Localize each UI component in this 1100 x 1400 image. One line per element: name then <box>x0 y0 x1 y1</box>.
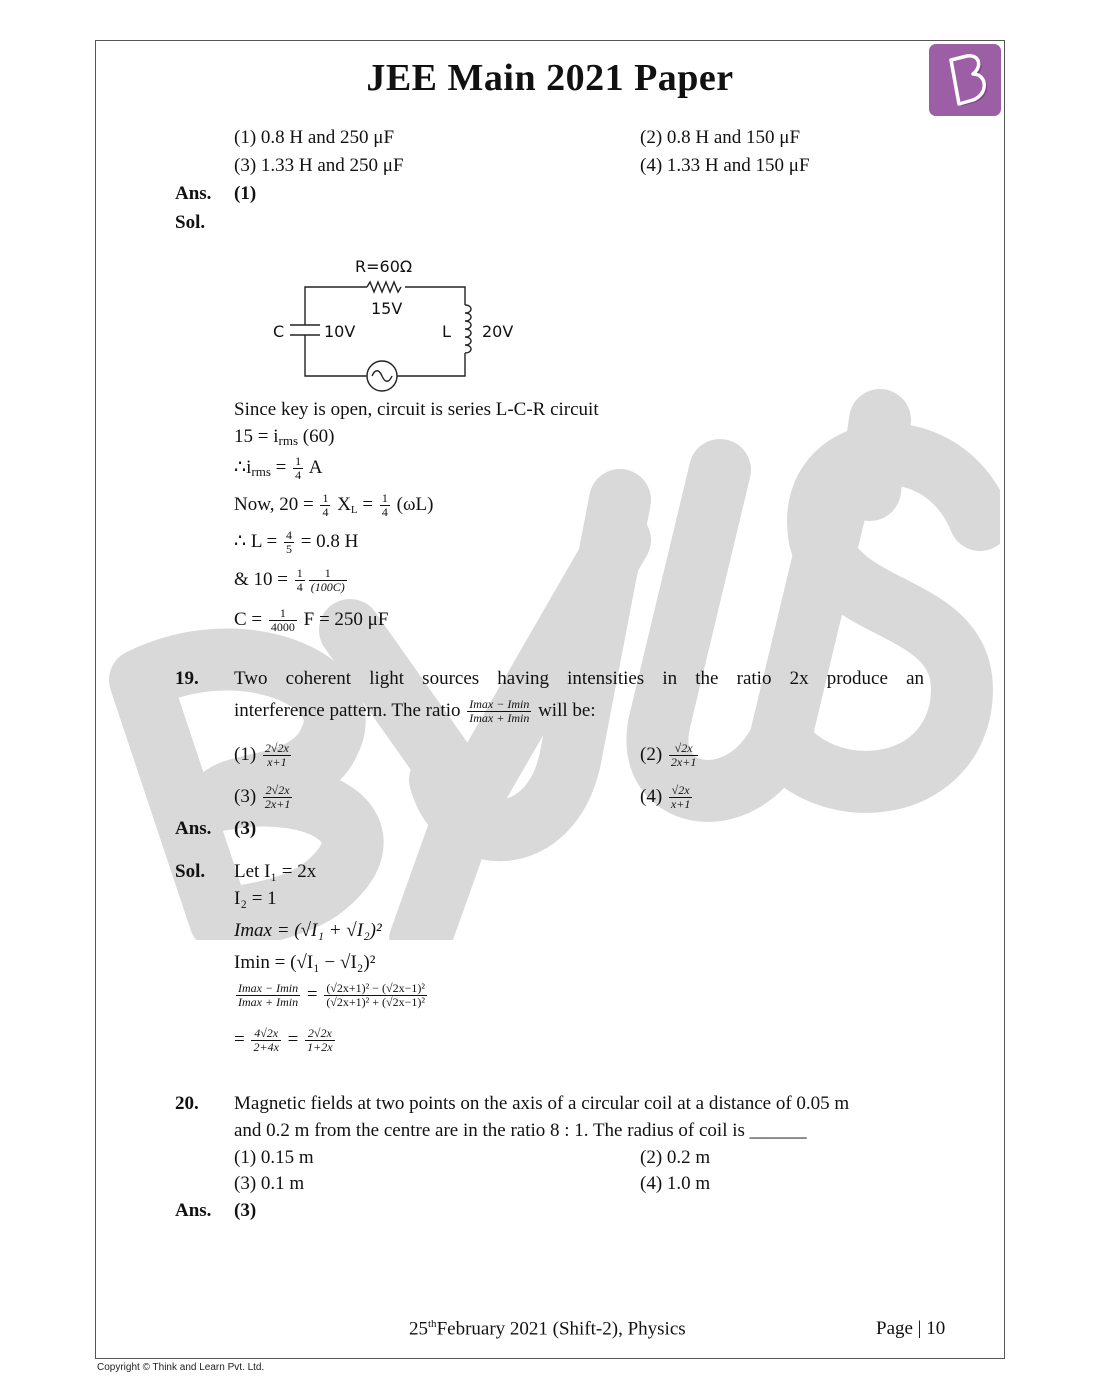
fraction: $\frac{1}{(100C)}$ <box>310 566 345 594</box>
footer-page-number: Page | 10 <box>876 1318 946 1339</box>
q18-ans-label: Ans. <box>175 183 212 204</box>
sol18-line-6: & 10 = $\frac{1}{4}$ $\frac{1}{(100C)}$ <box>234 566 345 594</box>
resistor-label: R=60Ω <box>355 257 413 276</box>
q18-ans-value: (1) <box>234 183 257 204</box>
sol19-line-4: Imin = (√I₁ − √I₂)² <box>234 952 376 973</box>
fraction: $\frac{1}{4}$ <box>296 566 303 594</box>
q20-option-3: (3) 0.1 m <box>234 1173 305 1194</box>
q19-option-2: (2) $\frac{√2x}{2x+1}$ <box>640 741 697 769</box>
q20-option-2: (2) 0.2 m <box>640 1147 711 1168</box>
sol18-line-5: ∴ L = $\frac{4}{5}$ = 0.8 H <box>234 528 359 556</box>
q19-text-line-2: interference pattern. The ratio $\frac{Imax - Imin}{Imax + Imin}$ will be: <box>234 697 596 725</box>
fraction: $\frac{1}{4}$ <box>295 454 302 482</box>
q18-option-2: (2) 0.8 H and 150 μF <box>640 127 801 148</box>
fraction: $\frac{1}{4}$ <box>322 491 329 519</box>
q18-option-1: (1) 0.8 H and 250 μF <box>234 127 395 148</box>
sol18-line-2: $15 = i_{rms}$ (60) <box>234 426 335 448</box>
sol19-line-6: = $\frac{4√2x}{2+4x}$ = $\frac{2√2x}{1+2x}$ <box>234 1026 333 1054</box>
q19-ans-label: Ans. <box>175 818 212 839</box>
q19-option-3: (3) $\frac{2√2x}{2x+1}$ <box>234 783 291 811</box>
sol19-line-5: $\frac{Imax - Imin}{Imax + Imin}$ = $\frac{\text{(√2x+1)² − (√2x−1)²}}{\text{(√2x+1)² + (√2x−1)²}}$ <box>238 981 425 1009</box>
q20-option-4: (4) 1.0 m <box>640 1173 711 1194</box>
sol19-line-2: I₂ = 1 <box>234 888 277 909</box>
q19-option-1: (1) $\frac{2√2x}{x+1}$ <box>234 741 289 769</box>
sol18-line-3: $\therefore i_{rms}$ = $\frac{1}{4}$ A <box>234 454 323 482</box>
footer-exam-date: 25thFebruary 2021 (Shift-2), Physics <box>409 1318 686 1340</box>
q20-option-1: (1) 0.15 m <box>234 1147 314 1168</box>
q19-number: 19. <box>175 668 199 689</box>
q19-sol-label: Sol. <box>175 861 206 882</box>
q18-option-4: (4) 1.33 H and 150 μF <box>640 155 810 176</box>
sol18-line-1: Since key is open, circuit is series L-C-R circuit <box>234 399 599 420</box>
q20-text-line-2: and 0.2 m from the centre are in the ratio 8 : 1. The radius of coil is ______ <box>234 1120 807 1141</box>
sol18-line-4: Now, 20 = $\frac{1}{4}$ $X_L$ = $\frac{1}{4}$ (ωL) <box>234 491 434 519</box>
q18-option-3: (3) 1.33 H and 250 μF <box>234 155 404 176</box>
page-title: JEE Main 2021 Paper <box>366 57 734 99</box>
sol19-line-3: Imax = (√I₁ + √I₂)² <box>234 920 382 941</box>
byjus-logo <box>929 44 1001 116</box>
copyright-notice: Copyright © Think and Learn Pvt. Ltd. <box>97 1362 265 1373</box>
ratio-fraction: $\frac{Imax - Imin}{Imax + Imin}$ <box>469 697 530 725</box>
q20-ans-value: (3) <box>234 1200 257 1221</box>
fraction: $\frac{4}{5}$ <box>285 528 292 556</box>
q19-option-4: (4) $\frac{√2x}{x+1}$ <box>640 783 691 811</box>
capacitor-label: C <box>273 322 285 341</box>
q19-text-line-1: Two coherent light sources having intensities in the ratio 2x produce an <box>234 668 924 689</box>
q20-ans-label: Ans. <box>175 1200 212 1221</box>
capacitor-voltage: 10V <box>324 322 356 341</box>
q20-number: 20. <box>175 1093 199 1114</box>
q19-ans-value: (3) <box>234 818 257 839</box>
byjus-b-logo-icon <box>929 44 1001 116</box>
resistor-voltage: 15V <box>371 299 403 318</box>
fraction: $\frac{1}{4}$ <box>381 491 388 519</box>
sol18-line-7: C = $\frac{1}{4000}$ F = 250 μF <box>234 606 389 634</box>
q20-text-line-1: Magnetic fields at two points on the axis of a circular coil at a distance of 0.05 m <box>234 1093 850 1114</box>
sol19-line-1: Let I₁ = 2x <box>234 861 317 882</box>
q18-sol-label: Sol. <box>175 212 206 233</box>
inductor-label: L <box>442 322 451 341</box>
lcr-circuit-diagram <box>260 245 540 395</box>
fraction: $\frac{1}{4000}$ <box>270 606 295 634</box>
inductor-voltage: 20V <box>482 322 514 341</box>
